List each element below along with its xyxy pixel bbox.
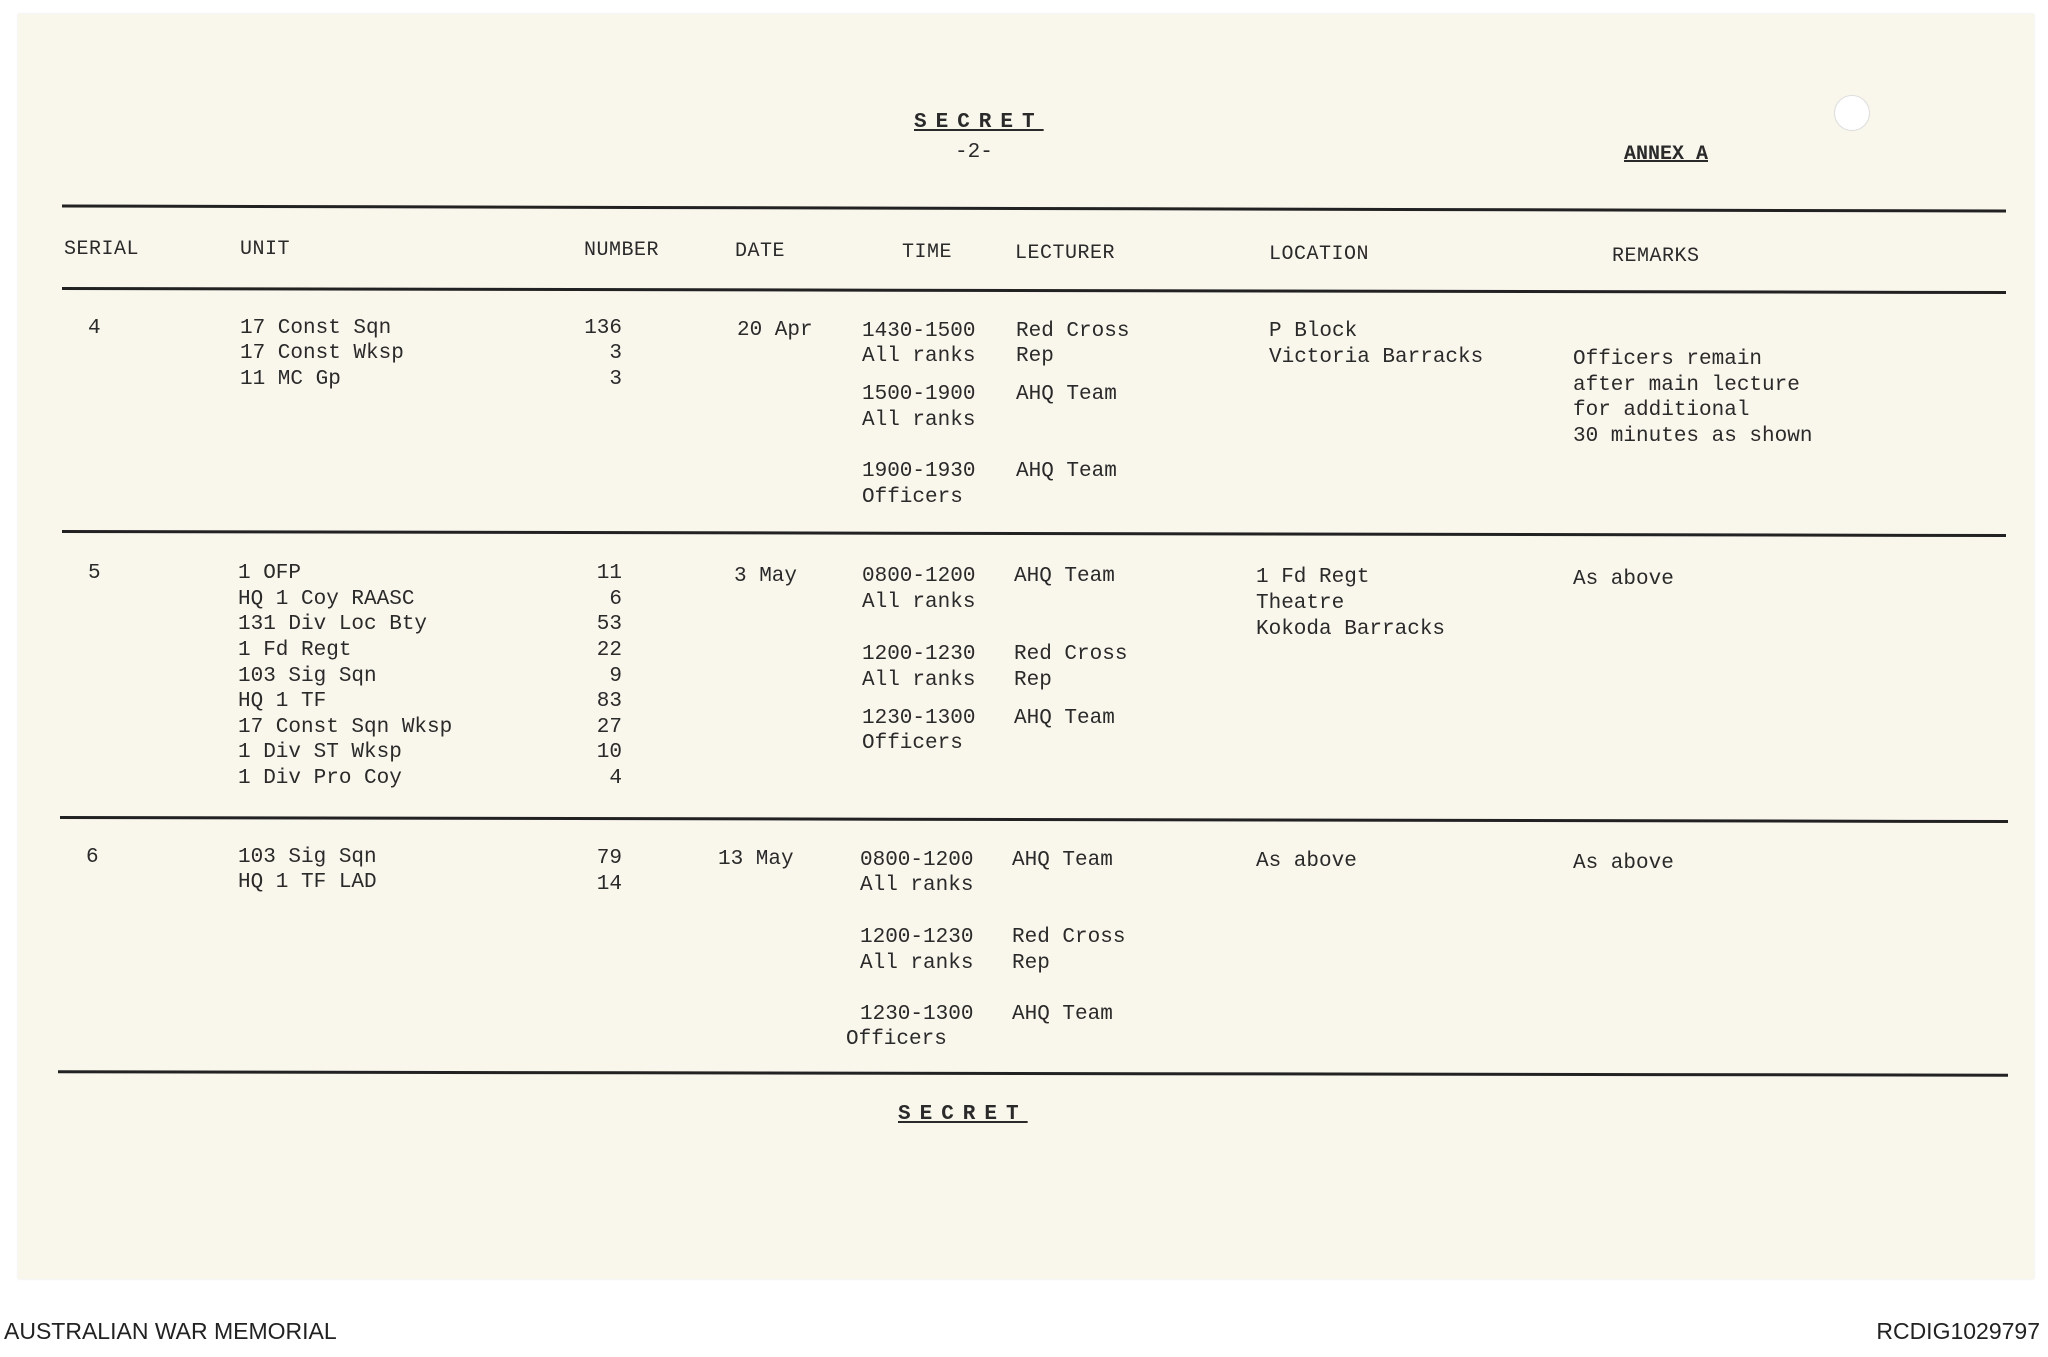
attendees-cell: All ranks [860, 952, 974, 975]
unit-cell: 17 Const Sqn [240, 317, 392, 340]
number-cell: 53 [596, 613, 622, 636]
number-cell: 79 [596, 847, 622, 870]
classification-footer: SECRET [898, 1103, 1028, 1126]
number-cell: 3 [609, 368, 622, 391]
attendees-cell: All ranks [862, 345, 976, 368]
lecturer-cell: Red Cross [1012, 926, 1126, 949]
lecturer-cell: Rep [1016, 345, 1054, 368]
unit-cell: 17 Const Wksp [240, 342, 404, 365]
serial-cell: 6 [86, 846, 99, 869]
unit-cell: 1 Fd Regt [238, 639, 352, 662]
attendees-cell: All ranks [860, 874, 974, 897]
number-cell: 3 [609, 342, 622, 365]
time-cell: 1900-1930 [862, 460, 976, 483]
remarks-cell: As above [1573, 568, 1674, 591]
serial-cell: 5 [88, 562, 101, 585]
page-number: -2- [955, 141, 993, 164]
col-header-remarks: REMARKS [1612, 245, 1700, 268]
unit-cell: HQ 1 Coy RAASC [238, 588, 415, 611]
time-cell: 0800-1200 [862, 565, 976, 588]
date-cell: 3 May [734, 565, 798, 588]
serial-cell: 4 [88, 317, 101, 340]
number-cell: 10 [596, 741, 622, 764]
unit-cell: HQ 1 TF [238, 690, 327, 713]
archive-caption: AUSTRALIAN WAR MEMORIAL [4, 1318, 337, 1344]
unit-cell: 103 Sig Sqn [238, 665, 377, 688]
unit-cell: 103 Sig Sqn [238, 846, 377, 869]
unit-cell: 1 Div ST Wksp [238, 741, 402, 764]
remarks-cell: for additional [1573, 399, 1750, 422]
attendees-cell: Officers [862, 732, 963, 755]
number-cell: 83 [596, 690, 622, 713]
remarks-cell: As above [1573, 852, 1674, 875]
unit-cell: HQ 1 TF LAD [238, 871, 377, 894]
unit-cell: 1 Div Pro Coy [238, 767, 402, 790]
location-cell: Kokoda Barracks [1256, 618, 1446, 641]
col-header-date: DATE [735, 240, 786, 263]
attendees-cell: Officers [862, 486, 963, 509]
unit-cell: 11 MC Gp [240, 368, 341, 391]
time-cell: 1200-1230 [860, 926, 974, 949]
col-header-serial: SERIAL [64, 238, 140, 261]
number-cell: 9 [609, 665, 622, 688]
location-cell: 1 Fd Regt [1256, 566, 1370, 589]
lecturer-cell: Rep [1012, 952, 1050, 975]
number-cell: 4 [609, 767, 622, 790]
lecturer-cell: AHQ Team [1016, 460, 1117, 483]
number-cell: 14 [596, 873, 622, 896]
location-cell: Theatre [1256, 592, 1345, 615]
remarks-cell: 30 minutes as shown [1573, 425, 1813, 448]
location-cell: As above [1256, 850, 1357, 873]
time-cell: 1230-1300 [860, 1003, 974, 1026]
archive-reference: RCDIG1029797 [1876, 1318, 2040, 1344]
time-cell: 1500-1900 [862, 383, 976, 406]
lecturer-cell: Red Cross [1016, 320, 1130, 343]
unit-cell: 131 Div Loc Bty [238, 613, 428, 636]
unit-cell: 17 Const Sqn Wksp [238, 716, 453, 739]
attendees-cell: Officers [846, 1028, 947, 1051]
annex-label: ANNEX A [1624, 143, 1709, 166]
col-header-number: NUMBER [584, 239, 660, 262]
date-cell: 13 May [718, 848, 794, 871]
lecturer-cell: AHQ Team [1012, 1003, 1113, 1026]
lecturer-cell: Rep [1014, 669, 1052, 692]
col-header-location: LOCATION [1269, 243, 1370, 266]
location-cell: Victoria Barracks [1269, 346, 1484, 369]
number-cell: 27 [596, 716, 622, 739]
col-header-unit: UNIT [240, 238, 291, 261]
classification-header: SECRET [914, 111, 1044, 134]
attendees-cell: All ranks [862, 591, 976, 614]
lecturer-cell: AHQ Team [1014, 707, 1115, 730]
location-cell: P Block [1269, 320, 1358, 343]
lecturer-cell: AHQ Team [1016, 383, 1117, 406]
time-cell: 1200-1230 [862, 643, 976, 666]
attendees-cell: All ranks [862, 409, 976, 432]
remarks-cell: Officers remain [1573, 348, 1763, 371]
lecturer-cell: AHQ Team [1012, 849, 1113, 872]
time-cell: 0800-1200 [860, 849, 974, 872]
time-cell: 1230-1300 [862, 707, 976, 730]
time-cell: 1430-1500 [862, 320, 976, 343]
lecturer-cell: AHQ Team [1014, 565, 1115, 588]
attendees-cell: All ranks [862, 669, 976, 692]
number-cell: 11 [596, 562, 622, 585]
unit-cell: 1 OFP [238, 562, 302, 585]
punch-hole [1834, 95, 1870, 131]
col-header-lecturer: LECTURER [1015, 242, 1116, 265]
number-cell: 6 [609, 588, 622, 611]
number-cell: 136 [584, 317, 622, 340]
lecturer-cell: Red Cross [1014, 643, 1128, 666]
number-cell: 22 [596, 639, 622, 662]
date-cell: 20 Apr [737, 319, 813, 342]
col-header-time: TIME [902, 241, 953, 264]
remarks-cell: after main lecture [1573, 374, 1800, 397]
